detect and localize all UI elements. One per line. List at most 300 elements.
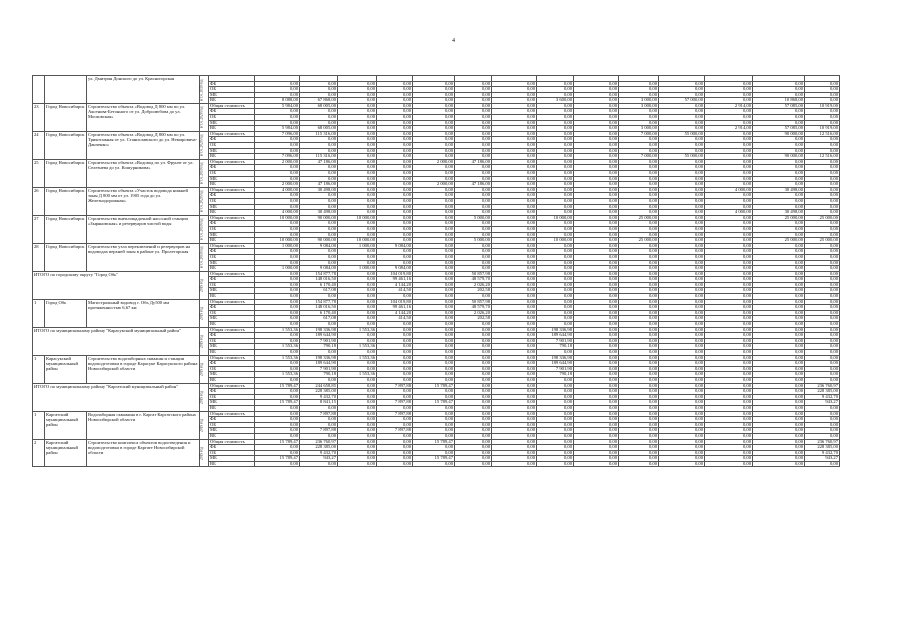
funding-source: ВБ	[209, 98, 255, 104]
value-cell: 0,00	[455, 98, 492, 104]
value-cell: 0,00	[537, 288, 574, 294]
value-cell: 5 984,00	[255, 126, 300, 132]
value-cell: 0,00	[338, 350, 377, 356]
value-cell: 0,00	[753, 450, 805, 456]
value-cell: 0,00	[753, 159, 805, 165]
value-cell: 0,00	[413, 171, 455, 177]
value-cell: 0,00	[455, 266, 492, 272]
value-cell: 0,00	[805, 226, 840, 232]
value-cell: 0,00	[574, 361, 619, 367]
value-cell: 0,00	[492, 417, 537, 423]
funding-source: МБ	[209, 204, 255, 210]
funding-source: ВБ	[209, 182, 255, 188]
value-cell: 0,00	[753, 338, 805, 344]
value-cell: 9 084,00	[300, 243, 338, 249]
value-cell: 0,00	[805, 148, 840, 154]
value-cell: 0,00	[659, 243, 705, 249]
value-cell: 0,00	[753, 428, 805, 434]
value-cell: 0,00	[805, 92, 840, 98]
value-cell: 0,00	[705, 238, 753, 244]
value-cell: 0,00	[492, 277, 537, 283]
value-cell: 0,00	[537, 221, 574, 227]
value-cell: 0,00	[537, 182, 574, 188]
value-cell: 0,00	[805, 87, 840, 93]
value-cell: 0,00	[753, 198, 805, 204]
value-cell: 0,00	[659, 215, 705, 221]
value-cell: 0,00	[455, 294, 492, 300]
value-cell: 0,00	[619, 405, 659, 411]
funding-source: Общая стоимость	[209, 355, 255, 361]
project-name: Строительство внеплощадочной насосной станции «Зыряновская» и резервуаров чистой воды	[87, 215, 200, 243]
value-cell: 0,00	[300, 120, 338, 126]
value-cell: 0,00	[659, 277, 705, 283]
value-cell: 0,00	[255, 394, 300, 400]
value-cell: 0,00	[300, 115, 338, 121]
value-cell: 0,00	[574, 221, 619, 227]
value-cell: 0,00	[413, 249, 455, 255]
value-cell: 0,00	[413, 260, 455, 266]
value-cell: 0,00	[455, 361, 492, 367]
value-cell: 0,00	[537, 316, 574, 322]
value-cell: 15 789,47	[255, 400, 300, 406]
value-cell: 0,00	[492, 204, 537, 210]
value-cell: 0,00	[805, 137, 840, 143]
value-cell: 0,00	[753, 143, 805, 149]
value-cell: 0,00	[619, 204, 659, 210]
value-cell: 0,00	[492, 338, 537, 344]
value-cell: 0,00	[805, 249, 840, 255]
value-cell: 0,00	[492, 165, 537, 171]
value-cell: 0,00	[338, 456, 377, 462]
value-cell: 0,00	[537, 249, 574, 255]
value-cell: 0,00	[805, 98, 840, 104]
funding-source: ОБ	[209, 422, 255, 428]
value-cell: 0,00	[574, 355, 619, 361]
value-cell: 0,00	[377, 249, 413, 255]
funding-source: Общая стоимость	[209, 243, 255, 249]
value-cell: 0,00	[705, 243, 753, 249]
value-cell: 0,00	[753, 305, 805, 311]
value-cell: 0,00	[455, 92, 492, 98]
funding-source: ВБ	[209, 405, 255, 411]
value-cell: 0,00	[705, 154, 753, 160]
value-cell: 0,00	[659, 377, 705, 383]
value-cell: 0,00	[537, 422, 574, 428]
value-cell: 0,00	[705, 350, 753, 356]
value-cell: 0,00	[255, 333, 300, 339]
value-cell: 0,00	[537, 294, 574, 300]
municipality-name: Город Новосибирск	[45, 131, 87, 159]
value-cell: 0,00	[753, 322, 805, 328]
value-cell: 0,00	[455, 445, 492, 451]
value-cell: 0,00	[338, 87, 377, 93]
municipality-name: Карасукский муниципальный район	[45, 355, 87, 383]
value-cell: 0,00	[413, 350, 455, 356]
value-cell: 0,00	[619, 310, 659, 316]
value-cell: 0,00	[300, 148, 338, 154]
value-cell: 0,00	[574, 282, 619, 288]
value-cell: 0,00	[377, 350, 413, 356]
value-cell: 0,00	[492, 92, 537, 98]
value-cell: 0,00	[455, 383, 492, 389]
value-cell: 0,00	[255, 294, 300, 300]
value-cell: 0,00	[455, 428, 492, 434]
value-cell: 48 579,70	[455, 305, 492, 311]
value-cell: 25 000,00	[753, 238, 805, 244]
municipality-name: Город Новосибирск	[45, 243, 87, 271]
funding-source: Общая стоимость	[209, 103, 255, 109]
value-cell: 198 336,98	[300, 355, 338, 361]
value-cell: 0,00	[753, 81, 805, 87]
value-cell: 57 085,00	[753, 126, 805, 132]
value-cell: 0,00	[574, 400, 619, 406]
period-label: в т.ч. 2019 год	[200, 159, 209, 187]
value-cell: 0,00	[255, 433, 300, 439]
value-cell: 0,00	[377, 81, 413, 87]
value-cell: 0,00	[377, 254, 413, 260]
value-cell: 0,00	[338, 210, 377, 216]
value-cell: 943,27	[805, 400, 840, 406]
value-cell: 0,00	[455, 131, 492, 137]
value-cell: 0,00	[413, 148, 455, 154]
value-cell: 189 644,90	[537, 361, 574, 367]
value-cell: 0,00	[255, 221, 300, 227]
value-cell: 0,00	[705, 417, 753, 423]
value-cell: 0,00	[705, 333, 753, 339]
value-cell: 0,00	[753, 350, 805, 356]
value-cell: 0,00	[255, 322, 300, 328]
value-cell: 0,00	[805, 115, 840, 121]
funding-source: ОБ	[209, 198, 255, 204]
value-cell: 0,00	[659, 405, 705, 411]
value-cell: 0,00	[805, 271, 840, 277]
value-cell: 0,00	[455, 355, 492, 361]
funding-source: ВБ	[209, 126, 255, 132]
value-cell: 0,00	[753, 383, 805, 389]
value-cell: 0,00	[574, 154, 619, 160]
value-cell: 244 658,85	[300, 383, 338, 389]
value-cell: 0,00	[492, 333, 537, 339]
value-cell: 0,00	[805, 182, 840, 188]
value-cell: 30 498,00	[753, 210, 805, 216]
funding-source: ОБ	[209, 254, 255, 260]
value-cell: 0,00	[492, 109, 537, 115]
value-cell: 0,00	[659, 355, 705, 361]
funding-source: ФБ	[209, 81, 255, 87]
value-cell: 0,00	[455, 322, 492, 328]
value-cell: 0,00	[255, 389, 300, 395]
value-cell: 0,00	[377, 126, 413, 132]
value-cell: 0,00	[492, 361, 537, 367]
value-cell: 1 000,00	[338, 266, 377, 272]
value-cell: 0,00	[492, 131, 537, 137]
value-cell: 0,00	[574, 171, 619, 177]
value-cell: 0,00	[574, 338, 619, 344]
value-cell: 0,00	[574, 266, 619, 272]
value-cell: 0,00	[574, 232, 619, 238]
value-cell: 0,00	[377, 338, 413, 344]
value-cell: 0,00	[492, 210, 537, 216]
value-cell: 0,00	[413, 411, 455, 417]
value-cell: 0,00	[537, 159, 574, 165]
value-cell: 0,00	[753, 271, 805, 277]
value-cell: 0,00	[492, 171, 537, 177]
value-cell: 7 897,88	[377, 428, 413, 434]
funding-source: МБ	[209, 344, 255, 350]
value-cell: 0,00	[338, 232, 377, 238]
value-cell: 0,00	[574, 277, 619, 283]
funding-source: МБ	[209, 232, 255, 238]
value-cell: 0,00	[619, 377, 659, 383]
value-cell: 0,00	[455, 389, 492, 395]
project-name: Строительство узла переключений и резервуаров на водоводах верхней зоны в районе ул. Пролетарская	[87, 243, 200, 271]
value-cell: 0,00	[574, 187, 619, 193]
value-cell: 0,00	[537, 394, 574, 400]
row-number: 25	[33, 159, 45, 187]
value-cell: 0,00	[377, 450, 413, 456]
value-cell: 0,00	[619, 143, 659, 149]
value-cell: 9 432,70	[300, 394, 338, 400]
value-cell: 0,00	[659, 87, 705, 93]
value-cell: 0,00	[753, 405, 805, 411]
value-cell: 0,00	[619, 221, 659, 227]
value-cell: 0,00	[492, 226, 537, 232]
value-cell: 0,00	[753, 266, 805, 272]
value-cell: 0,00	[753, 361, 805, 367]
value-cell: 0,00	[492, 439, 537, 445]
value-cell: 55 000,00	[659, 131, 705, 137]
funding-source: МБ	[209, 148, 255, 154]
value-cell: 9 432,70	[805, 394, 840, 400]
funding-source: ФБ	[209, 193, 255, 199]
value-cell: 0,00	[753, 87, 805, 93]
value-cell: 0,00	[300, 137, 338, 143]
value-cell: 0,00	[377, 204, 413, 210]
value-cell: 0,00	[619, 372, 659, 378]
value-cell: 0,00	[377, 389, 413, 395]
value-cell: 0,00	[805, 366, 840, 372]
value-cell: 0,00	[537, 154, 574, 160]
value-cell: 0,00	[753, 366, 805, 372]
value-cell: 0,00	[338, 81, 377, 87]
value-cell: 25 000,00	[805, 238, 840, 244]
value-cell: 0,00	[705, 254, 753, 260]
value-cell: 0,00	[619, 394, 659, 400]
value-cell: 5 984,00	[255, 103, 300, 109]
value-cell: 0,00	[413, 81, 455, 87]
value-cell: 2 026,20	[455, 310, 492, 316]
value-cell: 0,00	[659, 338, 705, 344]
value-cell: 0,00	[705, 249, 753, 255]
value-cell: 0,00	[705, 109, 753, 115]
value-cell: 0,00	[753, 165, 805, 171]
funding-source: ВБ	[209, 322, 255, 328]
value-cell: 0,00	[377, 405, 413, 411]
value-cell: 0,00	[659, 445, 705, 451]
funding-source: МБ	[209, 372, 255, 378]
value-cell: 0,00	[492, 428, 537, 434]
value-cell: 90 000,00	[300, 215, 338, 221]
value-cell: 0,00	[255, 316, 300, 322]
value-cell: 1 000,00	[255, 266, 300, 272]
value-cell: 0,00	[805, 333, 840, 339]
value-cell: 0,00	[619, 81, 659, 87]
value-cell: 0,00	[537, 299, 574, 305]
value-cell: 0,00	[619, 193, 659, 199]
value-cell: 0,00	[338, 305, 377, 311]
value-cell: 0,00	[619, 389, 659, 395]
value-cell: 0,00	[338, 98, 377, 104]
value-cell: 0,00	[805, 109, 840, 115]
value-cell: 0,00	[753, 394, 805, 400]
value-cell: 0,00	[805, 428, 840, 434]
value-cell: 0,00	[619, 428, 659, 434]
value-cell: 0,00	[805, 210, 840, 216]
funding-source: Общая стоимость	[209, 187, 255, 193]
value-cell: 7 897,88	[377, 383, 413, 389]
value-cell: 0,00	[377, 417, 413, 423]
value-cell: 0,00	[455, 394, 492, 400]
value-cell: 0,00	[377, 198, 413, 204]
value-cell: 0,00	[492, 456, 537, 462]
value-cell: 0,00	[377, 294, 413, 300]
value-cell: 0,00	[705, 204, 753, 210]
value-cell: 0,00	[413, 271, 455, 277]
funding-source: ОБ	[209, 338, 255, 344]
value-cell: 0,00	[659, 193, 705, 199]
value-cell: 0,00	[659, 288, 705, 294]
value-cell: 0,00	[377, 377, 413, 383]
value-cell: 0,00	[537, 305, 574, 311]
value-cell: 0,00	[338, 428, 377, 434]
value-cell: 0,00	[705, 120, 753, 126]
value-cell: 0,00	[574, 165, 619, 171]
value-cell: 0,00	[455, 115, 492, 121]
funding-source: ФБ	[209, 277, 255, 283]
value-cell: 414,50	[377, 316, 413, 322]
value-cell: 48 579,70	[455, 277, 492, 283]
value-cell: 0,00	[574, 333, 619, 339]
value-cell: 0,00	[619, 277, 659, 283]
value-cell: 2 000,00	[255, 159, 300, 165]
value-cell: 0,00	[338, 445, 377, 451]
value-cell: 0,00	[300, 92, 338, 98]
value-cell: 0,00	[492, 249, 537, 255]
value-cell: 0,00	[455, 249, 492, 255]
value-cell: 0,00	[338, 226, 377, 232]
value-cell: 0,00	[455, 176, 492, 182]
value-cell: 0,00	[537, 260, 574, 266]
value-cell: 0,00	[338, 411, 377, 417]
project-name: Строительство объекта «Водовод по ул. Фрунзе от ул. Селезнева до ул. Кошурникова»	[87, 159, 200, 187]
value-cell: 0,00	[705, 288, 753, 294]
value-cell: 0,00	[705, 143, 753, 149]
value-cell: 943,27	[805, 456, 840, 462]
value-cell: 0,00	[705, 355, 753, 361]
value-cell: 0,00	[377, 366, 413, 372]
value-cell: 0,00	[537, 148, 574, 154]
value-cell: 1 553,36	[338, 327, 377, 333]
period-label: 2019 год	[200, 299, 209, 327]
value-cell: 0,00	[492, 372, 537, 378]
value-cell: 0,00	[705, 461, 753, 467]
project-name: Строительство комплекса объектов водоотведения и водоподготовки в городе Каргате Новосибирской области	[87, 439, 200, 467]
value-cell: 0,00	[255, 81, 300, 87]
value-cell: 0,00	[659, 137, 705, 143]
value-cell: 0,00	[659, 439, 705, 445]
value-cell: 0,00	[413, 92, 455, 98]
period-label: в т.ч. 2019 год	[200, 76, 209, 104]
value-cell: 0,00	[300, 204, 338, 210]
value-cell: 0,00	[492, 322, 537, 328]
value-cell: 0,00	[659, 210, 705, 216]
value-cell: 0,00	[300, 232, 338, 238]
value-cell: 0,00	[377, 361, 413, 367]
value-cell: 0,00	[255, 165, 300, 171]
value-cell: 0,00	[619, 198, 659, 204]
value-cell: 0,00	[574, 210, 619, 216]
value-cell: 0,00	[537, 310, 574, 316]
value-cell: 0,00	[805, 316, 840, 322]
value-cell: 0,00	[619, 383, 659, 389]
value-cell: 0,00	[805, 81, 840, 87]
value-cell: 0,00	[537, 277, 574, 283]
value-cell: 0,00	[455, 210, 492, 216]
value-cell: 47 186,00	[455, 159, 492, 165]
value-cell: 0,00	[574, 322, 619, 328]
value-cell: 0,00	[377, 98, 413, 104]
value-cell: 0,00	[659, 159, 705, 165]
row-number: 27	[33, 215, 45, 243]
value-cell: 15 789,47	[413, 383, 455, 389]
value-cell: 0,00	[619, 433, 659, 439]
value-cell: 0,00	[377, 193, 413, 199]
value-cell: 0,00	[619, 450, 659, 456]
row-number: 26	[33, 187, 45, 215]
value-cell: 0,00	[255, 137, 300, 143]
value-cell: 236 760,97	[300, 439, 338, 445]
value-cell: 228 385,00	[805, 445, 840, 451]
value-cell: 30 498,00	[300, 187, 338, 193]
value-cell: 0,00	[659, 81, 705, 87]
value-cell: 0,00	[338, 271, 377, 277]
value-cell: 0,00	[455, 226, 492, 232]
value-cell: 115 316,00	[300, 154, 338, 160]
value-cell: 0,00	[338, 417, 377, 423]
value-cell: 189 644,90	[300, 333, 338, 339]
value-cell: 0,00	[619, 187, 659, 193]
value-cell: 0,00	[377, 372, 413, 378]
value-cell: 47 186,00	[300, 159, 338, 165]
value-cell: 0,00	[574, 450, 619, 456]
value-cell: 0,00	[659, 450, 705, 456]
value-cell: 0,00	[413, 238, 455, 244]
value-cell: 0,00	[537, 377, 574, 383]
value-cell: 0,00	[537, 450, 574, 456]
value-cell: 0,00	[413, 243, 455, 249]
value-cell: 0,00	[537, 187, 574, 193]
value-cell: 0,00	[753, 316, 805, 322]
value-cell: 0,00	[413, 450, 455, 456]
value-cell: 0,00	[805, 266, 840, 272]
value-cell: 0,00	[574, 439, 619, 445]
value-cell: 0,00	[300, 226, 338, 232]
funding-source: МБ	[209, 120, 255, 126]
value-cell: 5 000,00	[455, 238, 492, 244]
value-cell: 0,00	[377, 232, 413, 238]
value-cell: 0,00	[413, 333, 455, 339]
value-cell: 0,00	[255, 310, 300, 316]
